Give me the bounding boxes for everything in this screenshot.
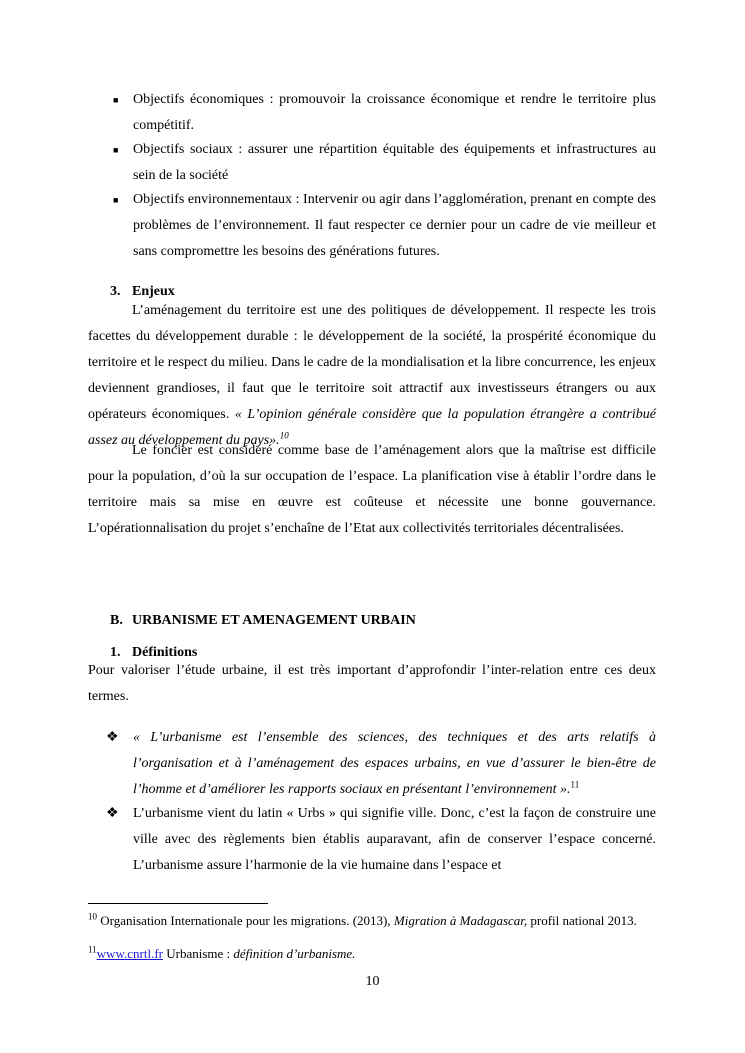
footnote-ref-10: 10 <box>279 430 289 441</box>
quote-text: « L’opinion générale considère que la population étrangère a contribué assez au développement du pays». <box>88 407 656 448</box>
paragraph-text: L’aménagement du territoire est une des politiques de développement. Il respecte les trois facettes du développement durable : le développement de la société, la prospérité économique du territoire et le respect du milieu. Dans le cadre de la mondialisation et la libre concurrence, les enjeux deviennent grandioses, il faut que le territoire soit attractif aux investisseurs étrangers ou aux opérateurs économiques. <box>88 303 656 422</box>
paragraph-enjeux-1 <box>88 298 656 454</box>
footnote-number: 10 <box>88 911 97 922</box>
footnote-link[interactable]: www.cnrtl.fr <box>96 946 163 961</box>
objective-text: Intervenir ou agir dans l’agglomération, prenant en compte des problèmes de l’environnement. Il faut respecter ce dernier pour un cadre de vie meilleur et sans compromettre les besoins des générations futures. <box>133 192 656 259</box>
footnote-text: Organisation Internationale pour les migrations. (2013), <box>100 913 394 928</box>
heading-number: 1. <box>110 645 121 660</box>
objective-label: Objectifs sociaux : <box>133 142 243 157</box>
footnote-text: Urbanisme : <box>162 946 234 961</box>
objective-text: assurer une répartition équitable des équipements et infrastructures au sein de la société <box>133 142 656 183</box>
paragraph-text: L’urbanisme vient du latin « Urbs » qui signifie ville. Donc, c’est la façon de construire une ville avec des règlements bien établis auparavant, afin de conserver l’espace concerné. L’urbanisme assure l’harmonie de la vie humaine dans l’espace et <box>133 806 656 873</box>
footnote-11 <box>88 946 656 962</box>
footnote-title: Migration à Madagascar, <box>393 913 528 928</box>
footnote-title: définition d’urbanisme. <box>233 946 356 961</box>
paragraph-enjeux-2 <box>88 438 656 542</box>
footnote-text-end: profil national 2013. <box>527 913 637 928</box>
paragraph-text: Le foncier est considéré comme base de l’aménagement alors que la maîtrise est difficile pour la population, d’où la sur occupation de l’espace. La planification vise à établir l’ordre dans le territoire mais sa mise en œuvre est coûteuse et nécessite une bonne gouvernance. L’opérationnalisation du projet s’enchaîne de l’Etat aux collectivités territoriales décentralisées. <box>88 443 656 536</box>
square-bullet-icon: ■ <box>113 145 119 155</box>
list-item <box>133 87 656 139</box>
footnote-number: 11 <box>88 944 97 955</box>
objective-label: Objectifs économiques : <box>133 92 274 107</box>
section-heading-b <box>110 612 416 630</box>
heading-title: Enjeux <box>132 284 175 299</box>
heading-title: Définitions <box>132 645 198 660</box>
heading-title: URBANISME ET AMENAGEMENT URBAIN <box>132 613 416 628</box>
paragraph-definitions-intro <box>88 658 656 710</box>
footnote-separator <box>88 903 268 904</box>
list-item <box>133 137 656 189</box>
paragraph-text: Pour valoriser l’étude urbaine, il est très important d’approfondir l’inter-relation entre ces deux termes. <box>88 663 656 704</box>
square-bullet-icon: ■ <box>113 195 119 205</box>
diamond-bullet-icon: ❖ <box>106 730 119 745</box>
list-item <box>133 801 656 879</box>
objective-label: Objectifs environnementaux : <box>133 192 300 207</box>
square-bullet-icon: ■ <box>113 95 119 105</box>
heading-letter: B. <box>110 613 123 628</box>
list-item <box>133 725 656 803</box>
heading-number: 3. <box>110 284 121 299</box>
diamond-bullet-icon: ❖ <box>106 806 119 821</box>
footnote-ref-11: 11 <box>570 779 580 790</box>
list-item <box>133 187 656 265</box>
quote-text: « L’urbanisme est l’ensemble des sciences, des techniques et des arts relatifs à l’organisation et à l’aménagement des espaces urbains, en vue d’assurer le bien-être de l’homme et d’améliorer les rapports sociaux en présentant l’environnement ». <box>133 730 656 797</box>
objective-text: promouvoir la croissance économique et rendre le territoire plus compétitif. <box>133 92 657 133</box>
page-number: 10 <box>365 974 380 989</box>
footnote-10 <box>88 913 656 929</box>
